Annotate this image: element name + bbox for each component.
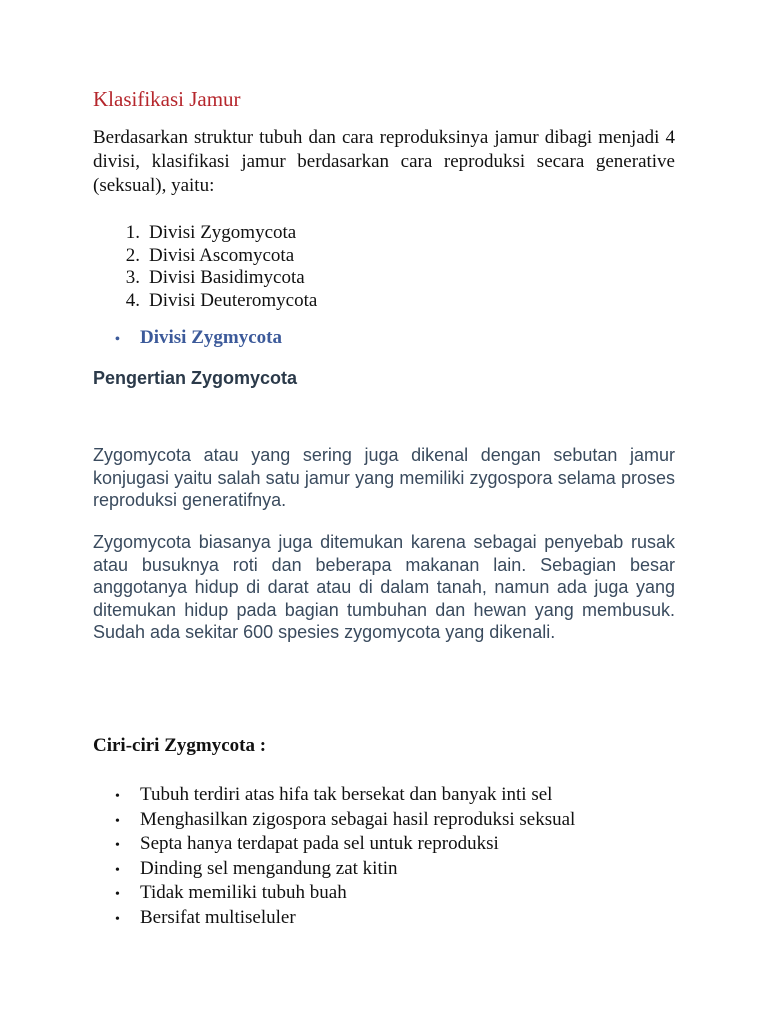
list-item <box>93 784 575 809</box>
list-item-text: Tubuh terdiri atas hifa tak bersekat dan banyak inti sel <box>140 784 553 805</box>
list-item-text: Bersifat multiseluler <box>140 906 296 928</box>
document-title: Klasifikasi Jamur <box>93 87 241 111</box>
section-heading <box>93 326 282 352</box>
list-item-text: Tidak memiliki tubuh buah <box>140 882 347 903</box>
subheading: Pengertian Zygomycota <box>93 368 298 388</box>
list-item-text: Divisi Deuteromycota <box>149 289 318 311</box>
bullet-icon: • <box>115 838 120 853</box>
definition-paragraph: Zygomycota atau yang sering juga dikenal dengan sebutan jamur konjugasi yaitu salah satu jamur yang memiliki zygospora selama proses reproduksi generatifnya. <box>93 445 675 510</box>
bullet-icon: • <box>115 887 120 902</box>
list-item <box>93 290 317 313</box>
bullet-icon: • <box>115 911 120 927</box>
list-number: 3. <box>125 267 140 288</box>
bullet-icon: • <box>115 813 120 829</box>
list-item-text: Divisi Basidimycota <box>149 267 305 288</box>
list-number: 1. <box>125 222 140 243</box>
list-item <box>93 858 575 883</box>
bullet-icon: • <box>115 789 120 804</box>
list-number: 4. <box>125 289 140 311</box>
habitat-paragraph: Zygomycota biasanya juga ditemukan karena sebagai penyebab rusak atau busuknya roti dan beberapa makanan lain. Sebagian besar anggotanya hidup di darat atau di dalam tanah, namun ada juga yang ditemukan hidup pada bagian tumbuhan dan hewan yang membusuk. Sudah ada sekitar 600 spesies zygomycota yang dikenali. <box>93 532 675 642</box>
bullet-icon: • <box>115 862 120 878</box>
list-item <box>93 267 317 290</box>
list-item-text: Septa hanya terdapat pada sel untuk reproduksi <box>140 833 499 854</box>
list-item <box>93 833 575 858</box>
list-item <box>93 907 575 932</box>
list-item-text: Dinding sel mengandung zat kitin <box>140 857 398 879</box>
list-item <box>93 245 317 268</box>
characteristics-list <box>93 784 575 931</box>
division-list <box>93 222 317 312</box>
list-number: 2. <box>125 244 140 266</box>
characteristics-heading: Ciri-ciri Zygmycota : <box>93 735 267 756</box>
document-page <box>93 0 675 1024</box>
list-item-text: Divisi Ascomycota <box>149 244 295 266</box>
list-item <box>93 882 575 907</box>
bullet-icon: • <box>115 332 120 347</box>
list-item <box>93 809 575 834</box>
list-item-text: Divisi Zygomycota <box>149 222 297 243</box>
section-heading-text: Divisi Zygmycota <box>140 327 282 348</box>
intro-paragraph: Berdasarkan struktur tubuh dan cara reproduksinya jamur dibagi menjadi 4 divisi, klasifikasi jamur berdasarkan cara reproduksi secara generative (seksual), yaitu: <box>93 127 675 196</box>
list-item-text: Menghasilkan zigospora sebagai hasil reproduksi seksual <box>140 808 576 830</box>
list-item <box>93 222 317 245</box>
